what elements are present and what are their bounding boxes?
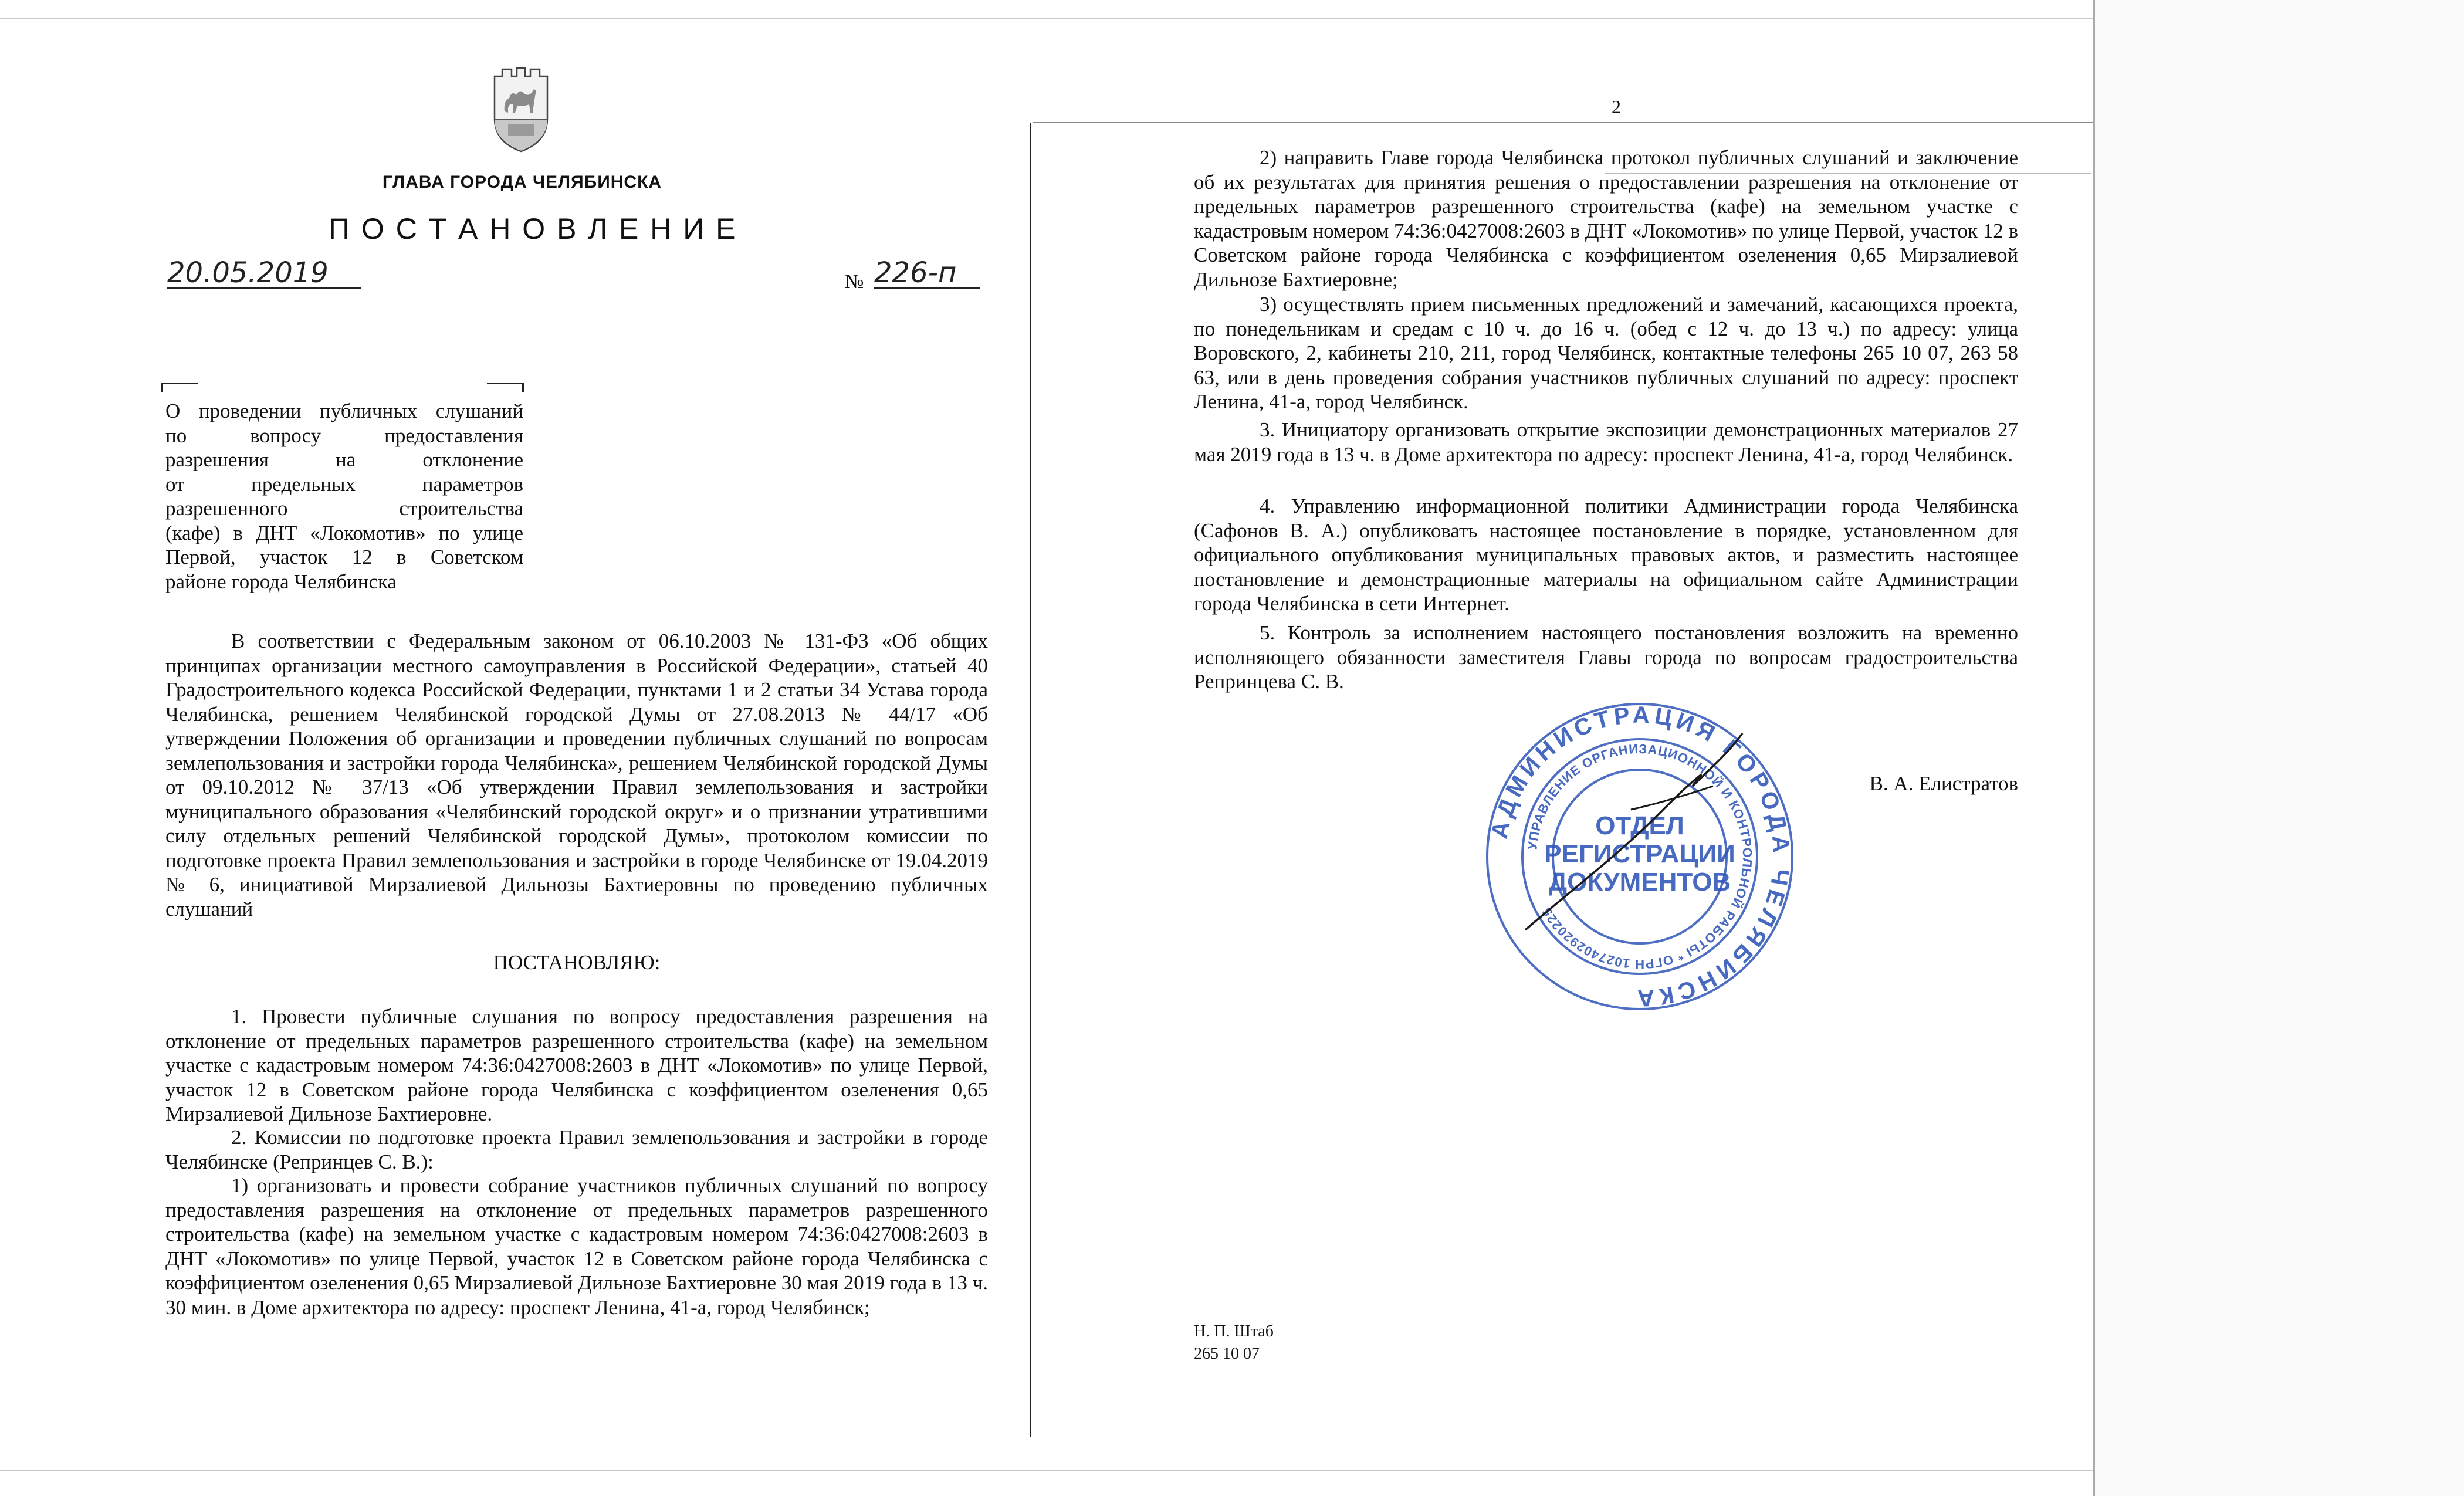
title-line: районе города Челябинска [165,570,397,593]
title-line: по вопросу предоставления [165,424,523,447]
number-sign: № [845,271,864,293]
item-2-3-paragraph: 3) осуществлять прием письменных предложений и замечаний, касающихся проекта, по понедельникам и средам с 10 ч. до 16 ч. (обед с 12 ч. до 13 ч.) по адресу: улица Воровского, 2, кабинеты 210, 211, город Челябинск, контактные телефоны 265 10 07, 263 58 63, или в день проведения собрания участников публичных слушаний по адресу: проспект Ленина, 41-а, город Челябинск. [1194,293,2018,413]
signatory-name: В. А. Елистратов [1869,772,2018,795]
title-bracket-left [161,383,198,392]
preamble-paragraph: В соответствии с Федеральным законом от 06.10.2003 № 131-ФЗ «Об общих принципах организации местного самоуправления в Российской Федерации», статьей 40 Градостроительного кодекса Российской Федерации, пунктами 1 и 2 статьи 34 Устава города Челябинска, решением Челябинской городской Думы от 27.08.2013 № 44/17 «Об утверждении Положения об организации и проведении публичных слушаний по вопросам землепользования и застройки города Челябинска», решением Челябинской городской Думы от 09.10.2012 № 37/13 «Об утверждении Правил землепользования и застройки муниципального образования «Челябинский городской округ» и о признании утратившими силу отдельных решений Челябинской городской Думы», протоколом комиссии по подготовке проекта Правил землепользования и застройки в городе Челябинске от 19.04.2019 № 6, инициативой Мирзалиевой Дильнозы Бахтиеровны по проведению публичных слушаний [165,629,988,920]
document-date: 20.05.2019 [167,258,361,289]
title-line: Первой, участок 12 в Советском [165,546,523,568]
signature-stroke [1631,786,1713,810]
item-3-paragraph: 3. Инициатору организовать открытие экспозиции демонстрационных материалов 27 мая 2019 года в 13 ч. в Доме архитектора по адресу: проспект Ленина, 41-а, город Челябинск. [1194,418,2018,466]
item-5-paragraph: 5. Контроль за исполнением настоящего постановления возложить на временно исполняющего обязанности заместителя Главы города по вопросам градостроительства Репринцева С. В. [1194,621,2018,693]
document-title-block [165,399,523,594]
stamp-middle-text: УПРАВЛЕНИЕ ОРГАНИЗАЦИОННОЙ И КОНТРОЛЬНОЙ РАБОТЫ * ОГРН 1027402920225 [1525,741,1755,972]
item-4-paragraph: 4. Управлению информационной политики Администрации города Челябинска (Сафонов В. А.) опубликовать настоящее постановление в порядке, установленном для официального опубликования муниципальных правовых актов, и разместить настоящее постановление и демонстрационные материалы на официальном сайте Администрации города Челябинска в сети Интернет. [1194,495,2018,615]
item-2-2-paragraph: 2) направить Главе города Челябинска протокол публичных слушаний и заключение об их результатах для принятия решения о предоставлении разрешения на отклонение от предельных параметров разрешенного строительства (кафе) на земельном участке с кадастровым номером 74:36:0427008:2603 в ДНТ «Локомотив» по улице Первой, участок 12 в Советском районе города Челябинска с коэффициентом озеленения 0,65 Мирзалиевой Дильнозе Бахтиеровне; [1194,146,2018,291]
title-line: разрешения на отклонение [165,448,523,471]
item-1-paragraph: 1. Провести публичные слушания по вопросу предоставления разрешения на отклонение от предельных параметров разрешенного строительства (кафе) на земельном участке с кадастровым номером 74:36:0427008:2603 в ДНТ «Локомотив» по улице Первой, участок 12 в Советском районе города Челябинска с коэффициентом озеленения 0,65 Мирзалиевой Дильнозе Бахтиеровне. [165,1005,988,1125]
executor-phone: 265 10 07 [1194,1345,1260,1363]
page-divider [1030,123,1031,1437]
city-coat-of-arms-icon [492,66,550,154]
title-line: О проведении публичных слушаний [165,400,523,422]
title-line: от предельных параметров [165,472,523,496]
stamp-center-line-2: РЕГИСТРАЦИИ [1544,840,1735,868]
executor-name: Н. П. Штаб [1194,1322,1274,1341]
resolve-heading: ПОСТАНОВЛЯЮ: [493,951,661,974]
title-line: разрешенного строительства [165,497,523,520]
official-stamp [1481,698,1798,1015]
document-number: 226-п [874,258,980,289]
stamp-center-line-1: ОТДЕЛ [1595,811,1684,840]
scan-margin [2094,0,2464,1496]
title-bracket-right [487,383,524,392]
authority-title: ГЛАВА ГОРОДА ЧЕЛЯБИНСКА [382,172,662,192]
stamp-center-line-3: ДОКУМЕНТОВ [1548,868,1731,896]
stamp-outer-text: АДМИНИСТРАЦИЯ ГОРОДА ЧЕЛЯБИНСКА [1486,702,1795,1011]
document-page-1 [0,0,1033,1496]
item-2-1-paragraph: 1) организовать и провести собрание участников публичных слушаний по вопросу предоставления разрешения на отклонение от предельных параметров разрешенного строительства (кафе) на земельном участке с кадастровым номером 74:36:0427008:2603 в ДНТ «Локомотив» по улице Первой, участок 12 в Советском районе города Челябинска с коэффициентом озеленения 0,65 Мирзалиевой Дильнозе Бахтиеровне 30 мая 2019 года в 13 ч. 30 мин. в Доме архитектора по адресу: проспект Ленина, 41-а, город Челябинск; [165,1174,988,1319]
item-2-paragraph: 2. Комиссии по подготовке проекта Правил землепользования и застройки в городе Челябинске (Репринцев С. В.): [165,1126,988,1173]
document-type-title: П О С Т А Н О В Л Е Н И Е [329,212,737,245]
title-line: (кафе) в ДНТ «Локомотив» по улице [165,521,523,544]
page-number: 2 [1612,96,1621,117]
